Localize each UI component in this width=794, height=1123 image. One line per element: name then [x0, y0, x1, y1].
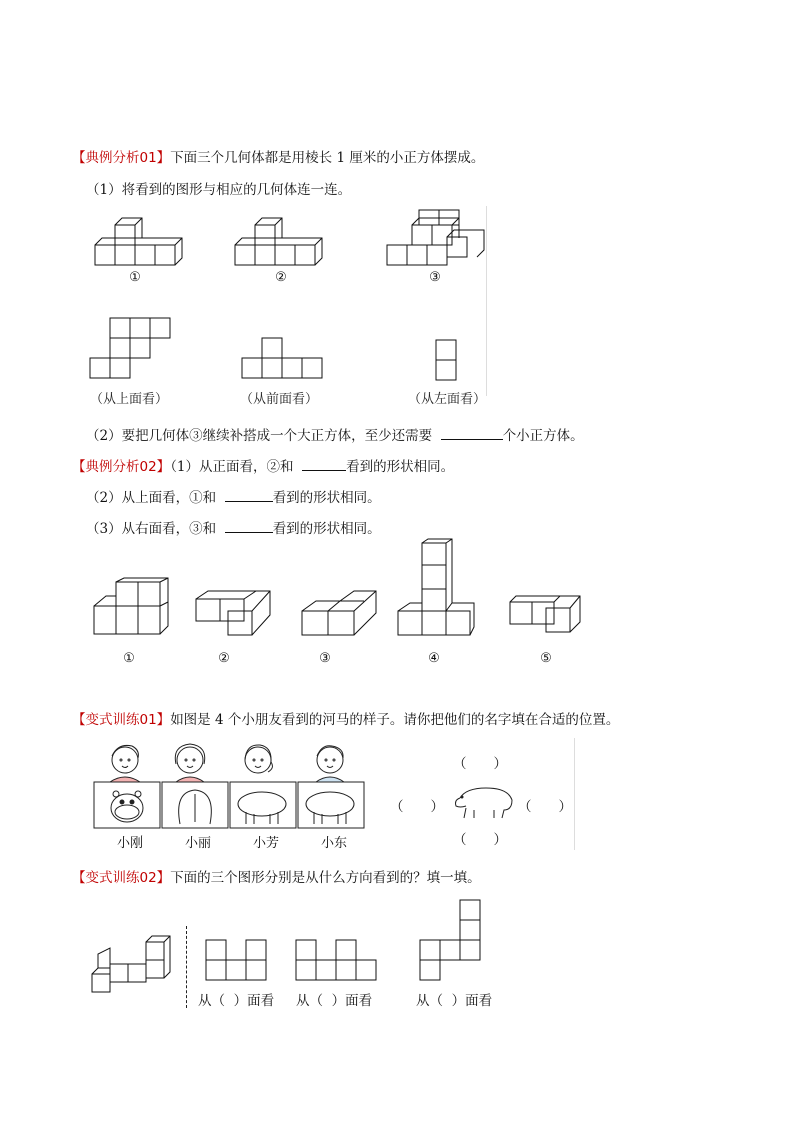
answer-blank[interactable] — [225, 489, 273, 502]
example1-text: 下面三个几何体都是用棱长 1 厘米的小正方体摆成。 — [170, 150, 485, 166]
solid2-3-label: ③ — [319, 651, 331, 666]
training1-tag: 【变式训练01】 — [72, 712, 171, 728]
hippo-views — [94, 782, 368, 830]
view-top-label: （从上面看） — [90, 392, 169, 407]
training2-heading: 【变式训练02】下面的三个图形分别是从什么方向看到的？填一填。 — [72, 870, 481, 886]
solid-2-label: ② — [275, 270, 287, 285]
training2-solid-figure — [90, 934, 170, 996]
children-heads — [100, 738, 370, 784]
view-top-figure — [90, 318, 180, 380]
view-left-figure — [436, 340, 460, 382]
training2-tag: 【变式训练02】 — [72, 870, 171, 886]
name-xiaoli: 小丽 — [184, 836, 211, 851]
solid2-2-figure — [194, 585, 284, 637]
blank-top[interactable]: （ ） — [453, 756, 507, 772]
hippo-center-icon — [452, 782, 518, 822]
solid2-5-figure — [506, 594, 586, 638]
solid-3-label: ③ — [429, 270, 441, 285]
child-head-xiaogang — [112, 747, 138, 773]
figure-border — [486, 206, 487, 396]
training1-heading: 【变式训练01】如图是 4 个小朋友看到的河马的样子。请你把他们的名字填在合适的位置。 — [72, 712, 620, 728]
solid-3-figure — [382, 205, 492, 270]
name-xiaogang: 小刚 — [116, 836, 143, 851]
blank-left[interactable]: （ ） — [390, 799, 444, 815]
view-left-label: （从左面看） — [408, 392, 487, 407]
example1-tag: 【典例分析01】 — [72, 150, 171, 166]
solid2-4-label: ④ — [428, 651, 440, 666]
solid2-2-label: ② — [218, 651, 230, 666]
solid2-4-figure — [396, 539, 476, 639]
name-xiaofang: 小芳 — [252, 836, 279, 851]
view-front-figure — [242, 338, 332, 380]
solid-1-label: ① — [129, 270, 141, 285]
training2-view-1 — [204, 938, 270, 982]
example2-question1: 【典例分析02】（1）从正面看，②和 看到的形状相同。 — [72, 459, 455, 475]
blank-bottom[interactable]: （ ） — [453, 832, 507, 848]
answer-blank[interactable] — [441, 427, 503, 440]
figure-border — [574, 738, 575, 850]
name-xiaodong: 小东 — [320, 836, 347, 851]
blank-right[interactable]: （ ） — [518, 799, 572, 815]
answer-blank[interactable] — [302, 458, 346, 471]
view-front-label: （从前面看） — [240, 392, 319, 407]
training2-view-3 — [418, 898, 484, 982]
child-head-xiaofang — [245, 747, 271, 773]
training2-prompt-2: 从（ ）面看 — [296, 993, 373, 1009]
child-head-xiaodong — [317, 747, 343, 773]
training2-prompt-1: 从（ ）面看 — [198, 993, 275, 1009]
example1-question1: （1）将看到的图形与相应的几何体连一连。 — [86, 182, 352, 198]
solid2-5-label: ⑤ — [540, 651, 552, 666]
training2-prompt-3: 从（ ）面看 — [416, 993, 493, 1009]
example1-question2: （2）要把几何体③继续补搭成一个大正方体，至少还需要 个小正方体。 — [86, 428, 584, 444]
example2-tag: 【典例分析02】 — [72, 459, 171, 475]
solid-1-figure — [90, 212, 190, 270]
answer-blank[interactable] — [225, 520, 273, 533]
example1-heading — [72, 146, 484, 166]
example2-question2: （2）从上面看，①和 看到的形状相同。 — [86, 490, 381, 506]
solid2-3-figure — [298, 585, 384, 637]
solid-2-figure — [230, 212, 340, 270]
child-head-xiaoli — [177, 747, 203, 773]
example2-question3: （3）从右面看，③和 看到的形状相同。 — [86, 521, 381, 537]
training2-view-2 — [294, 938, 382, 982]
dashed-divider — [186, 926, 187, 1008]
solid2-1-figure — [92, 578, 172, 638]
solid2-1-label: ① — [123, 651, 135, 666]
